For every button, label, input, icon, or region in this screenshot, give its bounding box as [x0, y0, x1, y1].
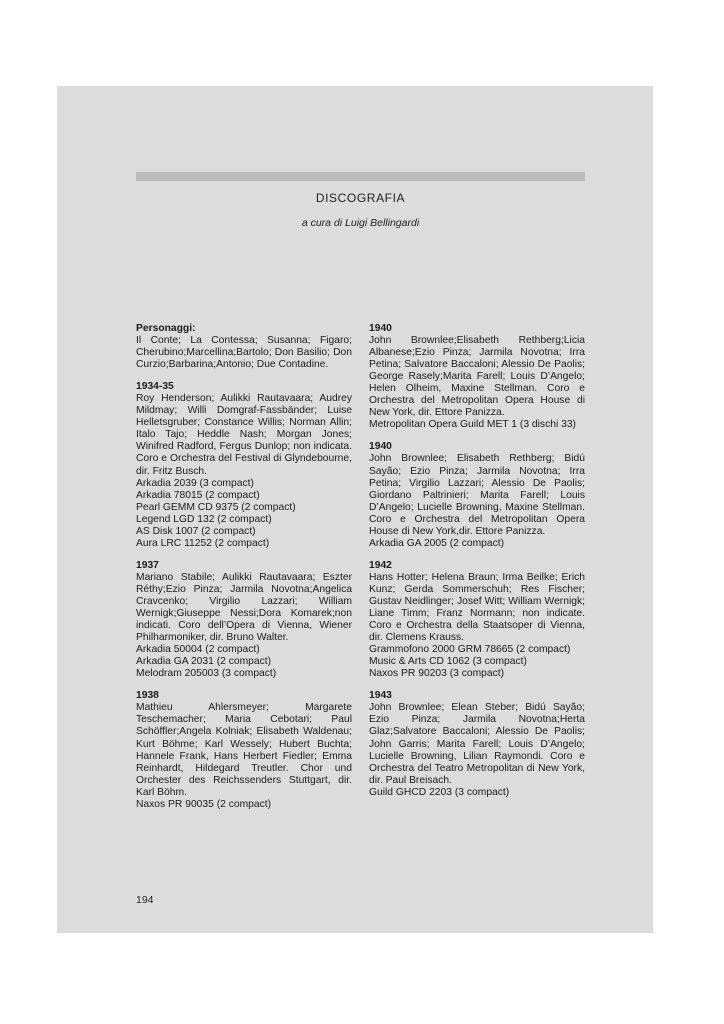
record-item: Arkadia 50004 (2 compact) — [136, 644, 260, 656]
record-item: Guild GHCD 2203 (3 compact) — [369, 786, 510, 798]
record-item: Arkadia 2039 (3 compact) — [136, 477, 254, 489]
page-subtitle: a cura di Luigi Bellingardi — [301, 217, 420, 229]
record-item: Arkadia GA 2031 (2 compact) — [136, 656, 272, 668]
record-item: Legend LGD 132 (2 compact) — [136, 513, 272, 525]
entry-1938 — [136, 690, 352, 810]
right-column — [369, 323, 585, 809]
entry-heading: 1942 — [369, 559, 392, 571]
entry-text: Roy Henderson; Aulikki Rautavaara; Audrey Mildmay; Willi Domgraf-Fassbänder; Luise Helletsgruber; Constance Willis; Norman Allin; Italo Tajo; Heddle Nash; Morgan Jones; Winifred Radford, Fergus Dunlop; non indicata. Coro e Orchestra del Festival di Glyndebourne, dir. Fritz Busch. — [136, 393, 352, 477]
record-item: Arkadia 78015 (2 compact) — [136, 489, 260, 501]
entry-text: John Brownlee; Elean Steber; Bidú Sayão; Ezio Pinza; Jarmila Novotna;Herta Glaz;Salvatore Baccaloni; Alessio De Paolis; John Garris; Marita Farell; Louis D’Angelo; Lucielle Browning, Lilian Raymondi. Coro e Orchestra del Teatro Metropolitan di New York, dir. Paul Breisach. — [369, 702, 585, 786]
entry-text: John Brownlee; Elisabeth Rethberg; Bidú Sayão; Ezio Pinza; Jarmila Novotna; Irra Petina; Virgilio Lazzari; Alessio De Paolis; Giordano Paltrinieri; Marita Farell; Louis D’Angelo; Lucielle Browning, Maxine Stellman. Coro e Orchestra del Metropolitan Opera House di New York,dir. Ettore Panizza. — [369, 453, 585, 537]
record-item: Naxos PR 90035 (2 compact) — [136, 798, 272, 810]
record-item: AS Disk 1007 (2 compact) — [136, 525, 256, 537]
record-item: Naxos PR 90203 (3 compact) — [369, 668, 505, 680]
record-item: Metropolitan Opera Guild MET 1 (3 dischi 33) — [369, 419, 576, 431]
entry-1937 — [136, 560, 352, 680]
entry-heading: 1943 — [369, 690, 392, 702]
entry-heading: 1937 — [136, 559, 159, 571]
record-item: Aura LRC 11252 (2 compact) — [136, 537, 270, 549]
entry-text: John Brownlee;Elisabeth Rethberg;Licia Albanese;Ezio Pinza; Jarmila Novotna; Irra Petina; Salvatore Baccaloni; Alessio De Paolis; George Rasely;Marita Farell; Louis D’Angelo; Helen Olheim, Maxine Stellman. Coro e Orchestra del Metropolitan Opera House di New York, dir. Ettore Panizza. — [369, 335, 585, 419]
entry-heading: Personaggi: — [136, 323, 196, 334]
entry-1940-b — [369, 441, 585, 549]
top-rule — [136, 172, 585, 181]
record-item: Music & Arts CD 1062 (3 compact) — [369, 656, 527, 668]
entry-heading: 1940 — [369, 323, 392, 334]
entry-characters — [136, 323, 352, 371]
entry-text: Il Conte; La Contessa; Susanna; Figaro; Cherubino;Marcellina;Bartolo; Don Basilio; Don Curzio;Barbarina;Antonio; Due Contadine. — [136, 335, 352, 371]
entry-1934-35 — [136, 381, 352, 550]
record-item: Arkadia GA 2005 (2 compact) — [369, 537, 505, 549]
entry-text: Hans Hotter; Helena Braun; Irma Beilke; Erich Kunz; Gerda Sommerschuh; Res Fischer; Gustav Neidlinger; Josef Witt; William Wernigk; Liane Timm; Franz Normann; non indicate. Coro e Orchestra della Staatsoper di Vienna, dir. Clemens Krauss. — [369, 571, 585, 644]
entry-1943 — [369, 690, 585, 798]
entry-heading: 1938 — [136, 690, 159, 702]
left-column — [136, 323, 352, 821]
entry-1940-a — [369, 323, 585, 431]
entry-text: Mariano Stabile; Aulikki Rautavaara; Eszter Réthy;Ezio Pinza; Jarmila Novotna;Angelica Cravcenko; Virgilio Lazzari; William Wernigk;Giuseppe Nessi;Dora Komarek;non indicati. Coro dell’Opera di Vienna, Wiener Philharmoniker, dir. Bruno Walter. — [136, 571, 352, 644]
record-item: Pearl GEMM CD 9375 (2 compact) — [136, 501, 296, 513]
entry-text: Mathieu Ahlersmeyer; Margarete Teschemacher; Maria Cebotari; Paul Schöffler;Angela Kolniak; Elisabeth Waldenau; Kurt Böhme; Karl Wessely; Hubert Buchta; Hannele Frank, Hans Herbert Fiedler; Emma Reinhardt, Hildegard Treutler. Chor und Orchester des Reichssenders Stuttgart, dir. Karl Böhm. — [136, 702, 352, 798]
record-item: Melodram 205003 (3 compact) — [136, 668, 277, 680]
entry-heading: 1934-35 — [136, 381, 174, 393]
page-title: DISCOGRAFIA — [315, 191, 406, 205]
record-item: Grammofono 2000 GRM 78665 (2 compact) — [369, 644, 571, 656]
page-sheet — [57, 86, 653, 933]
entry-heading: 1940 — [369, 441, 392, 453]
entry-1942 — [369, 560, 585, 680]
page-number: 194 — [136, 894, 154, 906]
